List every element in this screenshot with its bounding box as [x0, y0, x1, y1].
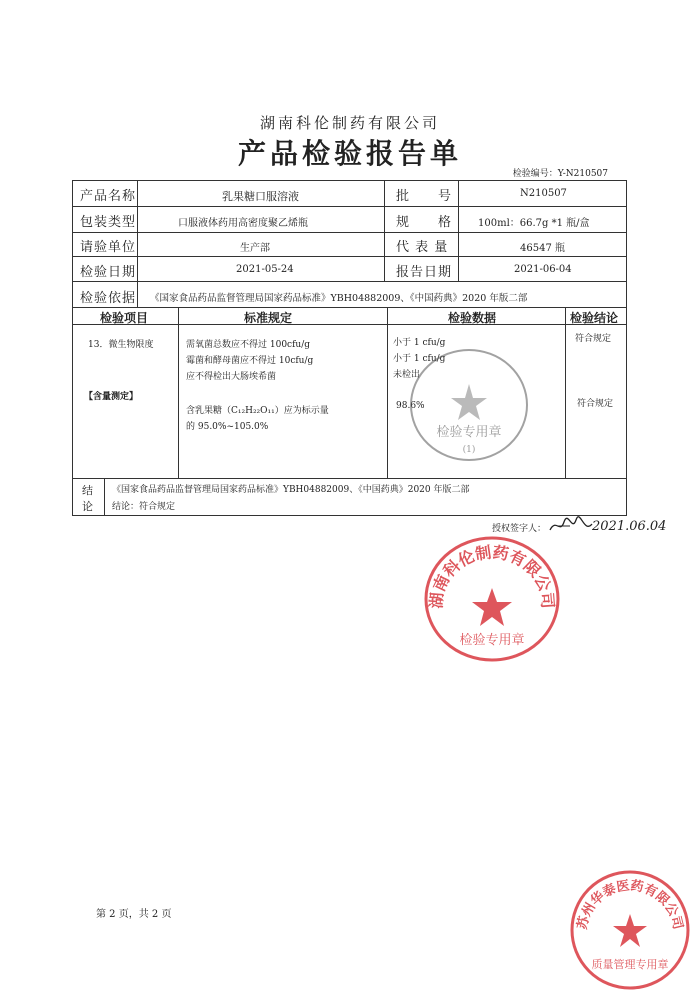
package-value: 口服液体药用高密度聚乙烯瓶 — [178, 218, 308, 229]
item-assay: 【含量测定】 — [84, 392, 139, 402]
basis-label: 检验依据 — [80, 291, 137, 306]
page-number: 第 2 页，共 2 页 — [96, 909, 172, 920]
company-name: 湖南科伦制药有限公司 — [259, 114, 440, 132]
batch-value: N210507 — [520, 188, 567, 199]
conclusion-result: 结论：符合规定 — [112, 502, 176, 512]
signature-label: 授权签字人： — [492, 524, 547, 534]
svg-text:检验专用章: 检验专用章 — [459, 633, 525, 648]
svg-text:苏州华泰医药有限公司: 苏州华泰医药有限公司 — [575, 878, 685, 931]
inspection-stamp — [408, 346, 530, 464]
std-line: 应不得检出大肠埃希菌 — [186, 372, 277, 382]
svg-text:(1): (1) — [462, 445, 476, 455]
inspect-date-label: 检验日期 — [80, 265, 137, 280]
std-line: 霉菌和酵母菌应不得过 10cfu/g — [186, 356, 314, 366]
report-date-value: 2021-06-04 — [514, 264, 572, 275]
signature-date: 2021.06.04 — [592, 519, 667, 534]
report-date-label: 报告日期 — [396, 265, 453, 280]
product-name-value: 乳果糖口服溶液 — [222, 190, 299, 203]
report-title: 产品检验报告单 — [237, 137, 462, 170]
col-item-header: 检验项目 — [100, 311, 149, 325]
inspect-date-value: 2021-05-24 — [236, 264, 294, 275]
requester-value: 生产部 — [240, 243, 270, 254]
item-microbial: 13．微生物限度 — [88, 340, 154, 350]
package-label: 包装类型 — [80, 215, 137, 230]
svg-text:湖南科伦制药有限公司: 湖南科伦制药有限公司 — [426, 542, 558, 610]
conclusion-basis: 《国家食品药品监督管理局国家药品标准》YBH04882009、《中国药典》2020 年版二部 — [112, 485, 470, 495]
std-line: 需氧菌总数应不得过 100cfu/g — [186, 340, 311, 350]
data-line: 98.6% — [396, 401, 425, 411]
spec-value: 100ml：66.7g *1 瓶/盒 — [478, 218, 590, 229]
supplier-stamp — [568, 868, 692, 992]
svg-text:质量管理专用章: 质量管理专用章 — [591, 958, 669, 971]
svg-text:检验专用章: 检验专用章 — [436, 425, 502, 440]
data-line: 小于 1 cfu/g — [393, 354, 446, 364]
report-number: 检验编号：Y-N210507 — [512, 169, 608, 179]
col-standard-header: 标准规定 — [244, 311, 293, 325]
conclusion-value: 符合规定 — [577, 399, 614, 409]
spec-label: 规 格 — [396, 215, 453, 230]
basis-value: 《国家食品药品监督管理局国家药品标准》YBH04882009、《中国药典》2020 年版二部 — [150, 293, 528, 304]
data-line: 未检出 — [393, 370, 421, 380]
quantity-value: 46547 瓶 — [520, 243, 565, 254]
company-stamp — [422, 534, 562, 664]
std-line: 的 95.0%~105.0% — [186, 422, 269, 432]
conclusion-value: 符合规定 — [575, 334, 612, 344]
product-name-label: 产品名称 — [80, 189, 137, 204]
std-line: 含乳果糖（C₁₂H₂₂O₁₁）应为标示量 — [186, 406, 329, 416]
data-line: 小于 1 cfu/g — [393, 338, 446, 348]
batch-label: 批 号 — [396, 189, 453, 204]
col-data-header: 检验数据 — [448, 311, 497, 325]
quantity-label: 代 表 量 — [396, 240, 449, 255]
conclusion-label: 结 — [82, 484, 94, 497]
conclusion-label: 论 — [82, 500, 94, 513]
requester-label: 请验单位 — [80, 240, 137, 255]
col-conclusion-header: 检验结论 — [570, 311, 619, 325]
